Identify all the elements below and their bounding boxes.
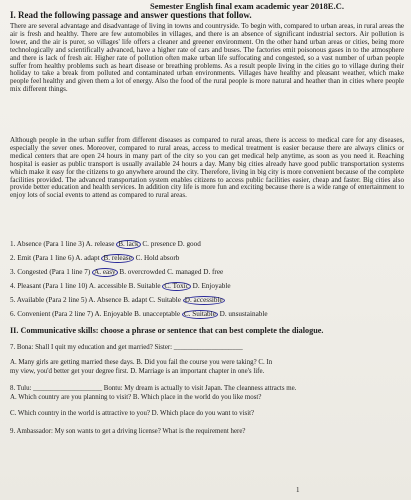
passage-paragraph-2: Although people in the urban suffer from different diseases as compared to rural areas, there is access to medical care for any diseases, especially the sever ones. Moreover, compared to rural areas, access to medical treatment is easier because there are always clinics or medical centers that are open 24 hours in many part of the city so you can get medical help anytime, as soon as you need it. Reaching hospital is easier as public transport is usually available 24 hours a day. Many big cities already have good public transportation systems which make it easy for the citizens to go anywhere around the city. Therefore, living in big city is more convenient because of the complete facilities provided. The advanced transportation system enables citizens to access public facilities easier, cheap and faster. Big cities also provide better education and health services. In addition city life is more fun and exciting because there is a wide range of entertainment to enjoy lots of social events to attend as compared to rural areas. xyxy=(10,136,404,200)
answer-option[interactable]: A. Absence xyxy=(88,296,122,304)
answer-option[interactable]: A. release xyxy=(85,240,115,248)
question-6 xyxy=(10,310,268,319)
dialogue-line: my view, you'd better get your degree first. D. Marriage is an important chapter in one's life. xyxy=(10,368,265,375)
page-number: 1 xyxy=(296,486,300,494)
question-number: 3. xyxy=(10,268,18,276)
question-stem: Absence (Para 1 line 3) xyxy=(16,240,86,248)
question-number: 6. xyxy=(10,310,18,318)
question-number: 1. xyxy=(10,240,17,248)
dialogue-line: A. Many girls are getting married these days. B. Did you fail the course you were taking? C. In xyxy=(10,359,273,366)
answer-option[interactable]: C. Hold xyxy=(135,254,159,262)
answer-option[interactable]: D. good xyxy=(177,240,201,248)
answer-option[interactable]: C. presence xyxy=(142,240,176,248)
question-stem: Convenient (Para 2 line 7) xyxy=(17,310,95,318)
answer-option[interactable]: absorb xyxy=(160,254,180,262)
passage-paragraph-1: There are several advantage and disadvantage of living in towns and countryside. To begin with, compared to urban areas, in rural areas the air is fresh and healthy. There are few automobiles in villages, and there is an absence of significant industrial sectors. Air pollution is lower, and the air is purer, so villages' life offers a cleaner and greener environment. On the other hand urban areas or cities, being more technologically and scientifically advanced, have a higher rate of cars and buses. The factories emit poisonous gases in to the atmosphere and there is lack of fresh air. Higher rate of pollution often make urban life suffocating and congested, so a vast number of urban people suffer from healthy problems such as heart disease or breathing problems. As a result people living in the cities go to village during their holiday to take a break from polluted and contaminated urban environments. Villages have healthy and pleasant weather, which make people feel healthy and given them a lot of energy. Also the food of the rural people is more natural and heather than in cities where people mix different things. xyxy=(10,22,404,94)
answer-option[interactable]: A. Enjoyable xyxy=(94,310,133,318)
answer-option[interactable]: D. Enjoyable xyxy=(192,282,231,290)
question-stem: Congested (Para 1 line 7) xyxy=(17,268,93,276)
answer-option[interactable]: A. easy xyxy=(94,268,116,276)
answer-option[interactable]: C. Toxic xyxy=(164,282,189,290)
answer-option[interactable]: D. accessible xyxy=(184,296,223,304)
section2-title: II. Communicative skills: choose a phrase or sentence that can best complete the dialogue. xyxy=(10,326,324,335)
answer-option[interactable]: C. managed xyxy=(167,268,202,276)
answer-option[interactable]: A. adapt xyxy=(75,254,100,262)
answer-option[interactable]: D. unsustainable xyxy=(219,310,268,318)
answer-option[interactable]: C. Suitable xyxy=(149,296,181,304)
question-2 xyxy=(10,254,179,263)
answer-option[interactable]: D. free xyxy=(203,268,224,276)
answer-option[interactable]: B. overcrowded xyxy=(119,268,166,276)
answer-option[interactable]: B. release xyxy=(103,254,132,262)
answer-option[interactable]: B. Suitable xyxy=(128,282,161,290)
dialogue-line: C. Which country in the world is attractive to you? D. Which place do you want to visit? xyxy=(10,410,255,417)
answer-option[interactable]: B. adapt xyxy=(123,296,148,304)
dialogue-line: 9. Ambassador: My son wants to get a driving license? What is the requirement here? xyxy=(10,428,246,435)
question-stem: Available (Para 2 line 5) xyxy=(16,296,89,304)
answer-option[interactable]: A. accessible xyxy=(88,282,127,290)
question-3 xyxy=(10,268,223,277)
answer-option[interactable]: B. unacceptable xyxy=(134,310,181,318)
question-number: 5. xyxy=(10,296,17,304)
answer-option[interactable]: C. Suitable xyxy=(183,310,216,318)
question-1 xyxy=(10,240,201,249)
dialogue-line: 7. Bona: Shall I quit my education and get married? Sister: ____________________ xyxy=(10,344,243,351)
section1-title: I. Read the following passage and answer questions that follow. xyxy=(10,10,252,20)
question-number: 4. xyxy=(10,282,18,290)
question-stem: Emit (Para 1 line 6) xyxy=(17,254,76,262)
exam-header: Semester English final exam academic year 2018E.C. xyxy=(150,1,344,11)
question-stem: Pleasant (Para 1 line 10) xyxy=(17,282,89,290)
question-5 xyxy=(10,296,225,305)
question-4 xyxy=(10,282,231,291)
dialogue-line: 8. Tulu: ____________________ Bontu: My dream is actually to visit Japan. The cleanness attracts me. xyxy=(10,385,297,392)
answer-option[interactable]: B. lack xyxy=(118,240,139,248)
question-number: 2. xyxy=(10,254,18,262)
dialogue-line: A. Which country are you planning to visit? B. Which place in the world do you like most? xyxy=(10,394,262,401)
